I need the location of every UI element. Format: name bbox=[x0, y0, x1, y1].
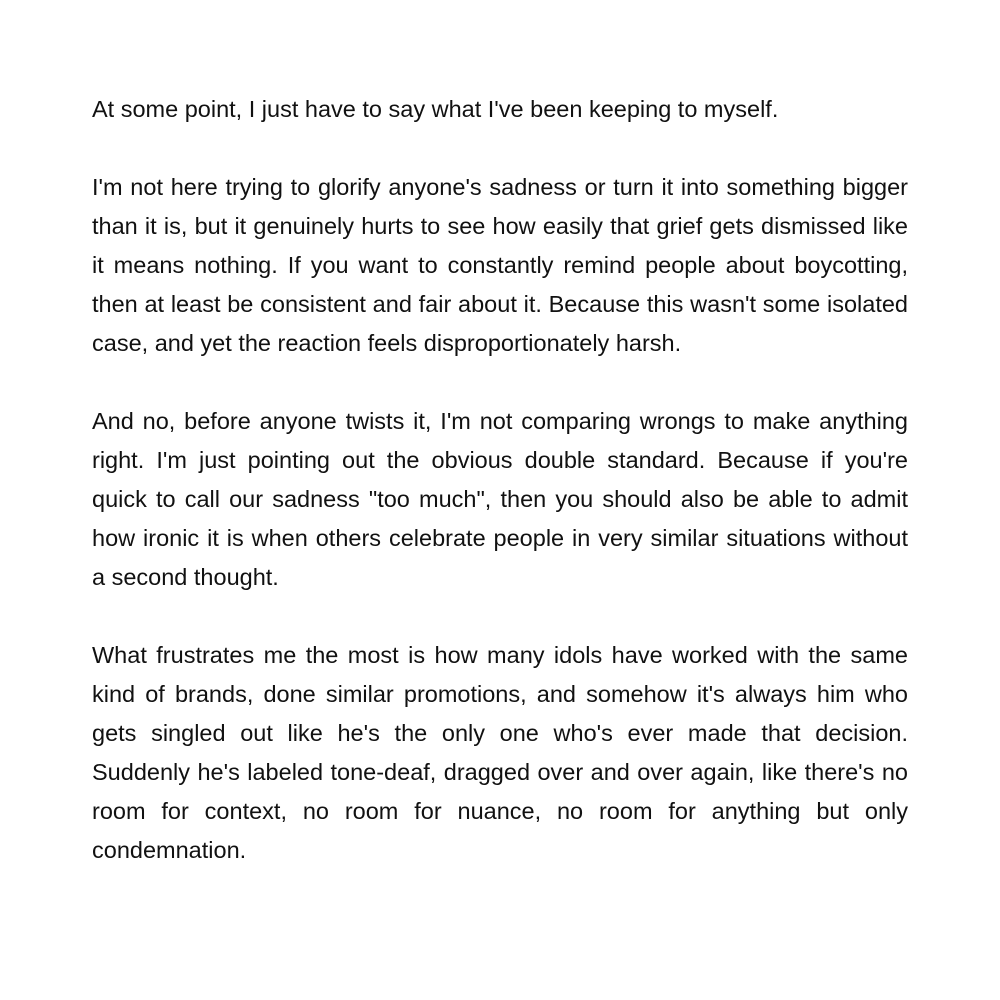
paragraph-4: What frustrates me the most is how many idols have worked with the same kind of brands, done similar promotions, and somehow it's always him who gets singled out like he's the only one who's ever made that decision. Suddenly he's labeled tone-deaf, dragged over and over again, like there's no room for context, no room for nuance, no room for anything but only condemnation. bbox=[92, 642, 908, 863]
paragraph-1: At some point, I just have to say what I've been keeping to myself. bbox=[92, 96, 779, 122]
paragraph-2: I'm not here trying to glorify anyone's sadness or turn it into something bigger than it is, but it genuinely hurts to see how easily that grief gets dismissed like it means nothing. If you want to constantly remind people about boycotting, then at least be consistent and fair about it. Because this wasn't some isolated case, and yet the reaction feels disproportionately harsh. bbox=[92, 174, 908, 356]
paragraph-3: And no, before anyone twists it, I'm not comparing wrongs to make anything right. I'm just pointing out the obvious double standard. Because if you're quick to call our sadness "too much", then you should also be able to admit how ironic it is when others celebrate people in very similar situations without a second thought. bbox=[92, 408, 908, 590]
document-body bbox=[92, 90, 908, 870]
